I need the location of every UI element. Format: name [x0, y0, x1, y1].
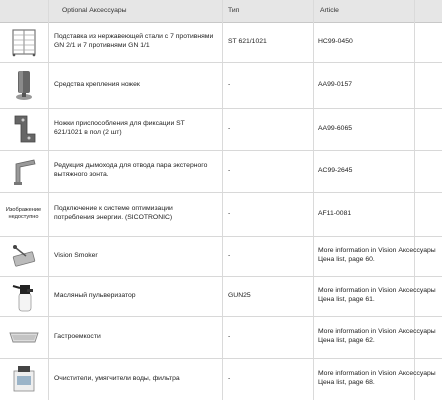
row-name: Очистители, умягчители воды, фильтра [54, 374, 180, 382]
table-header [0, 0, 442, 23]
row-type: - [228, 166, 231, 174]
header-optional: Optional Аксессуары [62, 7, 127, 14]
table-row [0, 62, 442, 109]
row-name: Подключение к системе оптимизации потребления энергии. (SICOTRONIC) [54, 205, 173, 221]
row-article: More information in Vision Аксессуары Цена list, page 62. [318, 328, 436, 344]
row-name: Гастроемкости [54, 332, 101, 340]
chimney-pipe-icon [8, 154, 40, 188]
row-image [0, 316, 47, 358]
table-row [0, 358, 442, 400]
floor-bracket-icon [9, 112, 39, 146]
row-type: ST 621/1021 [228, 37, 267, 45]
table-row [0, 192, 442, 237]
row-image [0, 62, 47, 108]
row-article: More information in Vision Аксессуары Цена list, page 60. [318, 247, 436, 263]
row-type: - [228, 80, 231, 88]
header-article: Article [320, 7, 339, 14]
row-type: - [228, 374, 231, 382]
row-type: - [228, 332, 231, 340]
row-image [0, 358, 47, 400]
water-softener-icon [9, 363, 39, 395]
table-row [0, 316, 442, 359]
foot-mount-icon [9, 67, 39, 103]
table-row [0, 22, 442, 63]
row-article: HC99-0450 [318, 37, 353, 45]
stand-icon [9, 27, 39, 57]
table-row [0, 236, 442, 277]
row-article: AF11-0081 [318, 209, 352, 217]
row-name: Ножки приспособления для фиксации ST 621/1021 в пол (2 шт) [54, 120, 185, 136]
smoker-icon [8, 240, 40, 272]
gastronorm-tray-icon [7, 327, 41, 347]
row-article: More information in Vision Аксессуары Цена list, page 68. [318, 370, 436, 386]
table-row [0, 150, 442, 193]
row-image [0, 192, 47, 236]
row-name: Редукция дымохода для отвода пара экстерного вытяжного зонта. [54, 162, 208, 178]
row-image [0, 22, 47, 62]
table-row [0, 276, 442, 317]
image-unavailable-note: Изображение недоступно [5, 207, 42, 220]
row-article: AA99-6065 [318, 124, 353, 132]
row-image [0, 276, 47, 316]
row-article: AC99-2645 [318, 166, 353, 174]
header-type: Тип [228, 7, 240, 14]
row-type: GUN25 [228, 291, 251, 299]
row-name: Масляный пульверизатор [54, 291, 136, 299]
row-name: Vision Smoker [54, 251, 98, 259]
row-image [0, 150, 47, 192]
row-article: More information in Vision Аксессуары Цена list, page 61. [318, 287, 436, 303]
row-type: - [228, 209, 231, 217]
row-image [0, 236, 47, 276]
oil-sprayer-icon [9, 279, 39, 313]
row-type: - [228, 251, 231, 259]
row-name: Подставка из нержавеющей стали с 7 противнями GN 2/1 и 7 противнями GN 1/1 [54, 33, 214, 49]
row-image [0, 108, 47, 150]
row-type: - [228, 124, 231, 132]
row-name: Средства крепления ножек [54, 80, 140, 88]
row-article: AA99-0157 [318, 80, 353, 88]
table-row [0, 108, 442, 151]
